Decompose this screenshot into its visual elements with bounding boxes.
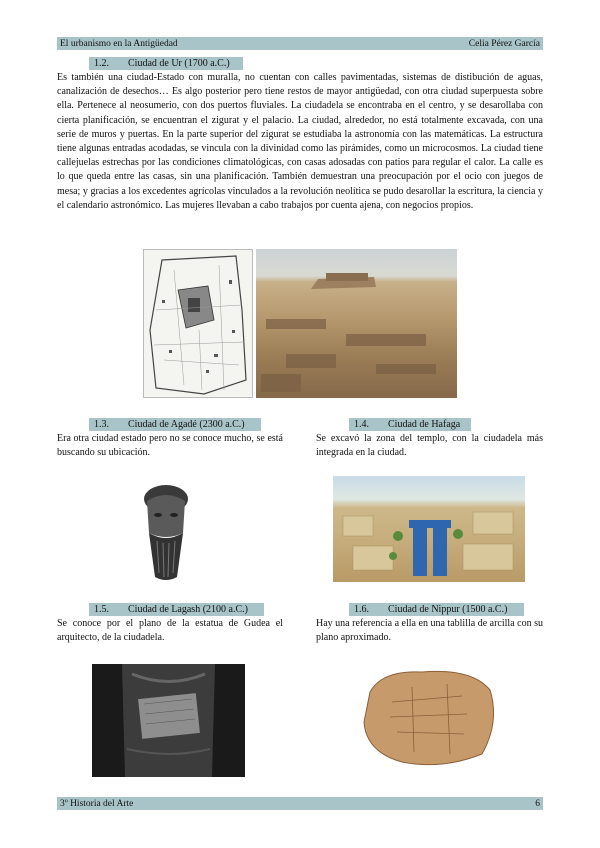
section-title: Ciudad de Lagash (2100 a.C.) bbox=[128, 604, 248, 615]
agade-paragraph: Era otra ciudad estado pero no se conoce mucho, se está buscando su ubicación. bbox=[57, 433, 283, 459]
section-heading-lagash bbox=[89, 603, 264, 616]
section-heading-nippur bbox=[349, 603, 524, 616]
page-number: 6 bbox=[535, 798, 540, 809]
section-heading-agade bbox=[89, 418, 261, 431]
hafaga-reconstruction-image bbox=[333, 476, 525, 582]
section-title: Ciudad de Nippur (1500 a.C.) bbox=[388, 604, 508, 615]
section-number: 1.2. bbox=[94, 58, 109, 69]
nippur-paragraph: Hay una referencia a ella en una tablilla de arcilla con su plano aproximado. bbox=[316, 618, 543, 644]
page-header bbox=[57, 37, 543, 50]
section-heading-ur bbox=[89, 57, 243, 70]
nippur-clay-tablet-image bbox=[352, 662, 505, 775]
footer-left: 3º Historia del Arte bbox=[60, 798, 134, 809]
section-number: 1.5. bbox=[94, 604, 109, 615]
section-title: Ciudad de Hafaga bbox=[388, 419, 461, 430]
page-footer bbox=[57, 797, 543, 810]
section-heading-hafaga bbox=[349, 418, 471, 431]
section-number: 1.3. bbox=[94, 419, 109, 430]
hafaga-paragraph: Se excavó la zona del templo, con la ciudadela más integrada en la ciudad. bbox=[316, 433, 543, 459]
ur-paragraph: Es también una ciudad-Estado con muralla, no cuentan con calles pavimentadas, sistemas de distibución de aguas, canalización de desechos… Es algo posterior pero tiene restos de mayor antigüedad, con otra ciudad superpuesta sobre ella. Pertenece al neosumerio, con dos puertos fluviales. La ciudadela se encontraba en el centro, y se desarollaba con cierta planificación, se encuentran el zigurat y el palacio. La ciudad, alrededor, no está totalmente excavada, con una serie de muros y puertas. En la parte superior del zigurat se estudiaba la astronomía con las matemáticas. La estructura tiene algunas entradas acodadas, se vincula con la divinidad como las pirámides, como un microcosmos. La ciudad tiene callejuelas estrechas por las condiciones climatológicas, con casas adosadas con patios para regular el calor. La calle es lo que queda entre las casas, sin una planificación. También demuestran una preocupación por el ocio con juegos de mesa; y gracias a los excedentes agrícolas vinculados a la revolución neolítica se pudo desarollar la escritura, la ciencia y el calendario astronómico. Las mujeres llevaban a cabo trabajos por cuenta ajena, con negocios propios. bbox=[57, 72, 543, 211]
ur-ruins-photo bbox=[256, 249, 457, 398]
gudea-statue-image bbox=[92, 664, 245, 777]
lagash-paragraph: Se conoce por el plano de la estatua de Gudea el arquitecto, de la ciudadela. bbox=[57, 618, 283, 644]
header-left: El urbanismo en la Antigüedad bbox=[60, 38, 178, 49]
ur-city-plan-image bbox=[143, 249, 253, 398]
section-number: 1.6. bbox=[354, 604, 369, 615]
section-number: 1.4. bbox=[354, 419, 369, 430]
section-title: Ciudad de Ur (1700 a.C.) bbox=[128, 58, 230, 69]
akkadian-bronze-head-image bbox=[137, 481, 195, 583]
header-right: Celia Pérez García bbox=[468, 38, 540, 49]
section-title: Ciudad de Agadé (2300 a.C.) bbox=[128, 419, 245, 430]
